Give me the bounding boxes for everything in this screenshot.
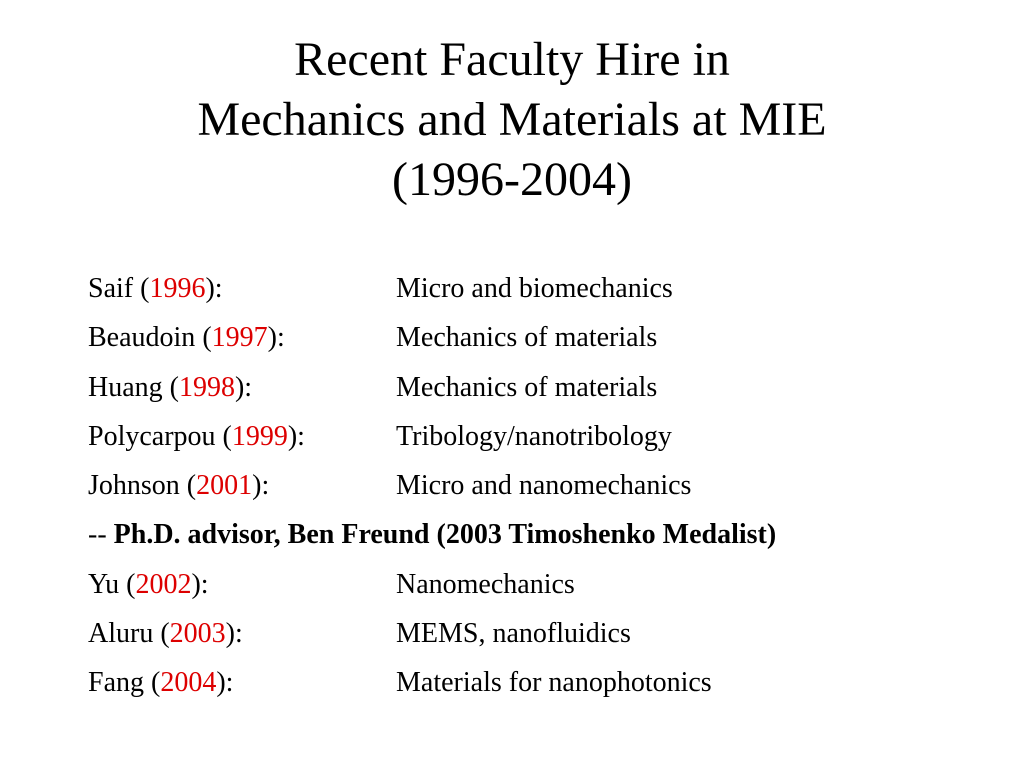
faculty-name-year: Beaudoin (1997): bbox=[88, 322, 285, 354]
research-field: Tribology/nanotribology bbox=[396, 420, 672, 452]
faculty-hire-list bbox=[88, 264, 988, 708]
advisor-note-prefix: -- bbox=[88, 519, 107, 551]
faculty-name: Yu bbox=[88, 568, 120, 600]
advisor-note bbox=[88, 510, 988, 559]
slide-title-line-1: Recent Faculty Hire in bbox=[294, 33, 730, 86]
research-field: Mechanics of materials bbox=[396, 371, 658, 403]
faculty-hire-row bbox=[88, 363, 988, 412]
slide-title-line-3: (1996-2004) bbox=[392, 153, 632, 206]
hire-year: 1997 bbox=[211, 322, 268, 354]
faculty-hire-row bbox=[88, 658, 988, 707]
research-field: MEMS, nanofluidics bbox=[396, 618, 631, 650]
faculty-hire-row bbox=[88, 609, 988, 658]
slide-title bbox=[0, 30, 1024, 210]
faculty-name: Aluru bbox=[88, 618, 154, 650]
research-field: Mechanics of materials bbox=[396, 322, 658, 354]
faculty-name-year: Polycarpou (1999): bbox=[88, 420, 305, 452]
faculty-name: Saif bbox=[88, 273, 134, 304]
faculty-name: Fang bbox=[88, 667, 144, 699]
faculty-hire-row bbox=[88, 560, 988, 609]
faculty-name-year: Saif (1996): bbox=[88, 273, 223, 304]
advisor-note-detail: Ph.D. advisor, Ben Freund (2003 Timoshenko Medalist) bbox=[113, 519, 777, 551]
faculty-hire-row bbox=[88, 412, 988, 461]
faculty-name-year: Johnson (2001): bbox=[88, 470, 270, 502]
hire-year: 2001 bbox=[196, 470, 253, 502]
faculty-hire-row bbox=[88, 461, 988, 510]
faculty-hire-row bbox=[88, 313, 988, 362]
faculty-name-year: Huang (1998): bbox=[88, 371, 253, 403]
research-field: Micro and nanomechanics bbox=[396, 470, 692, 502]
research-field: Micro and biomechanics bbox=[396, 273, 673, 304]
hire-year: 2003 bbox=[169, 618, 226, 650]
faculty-name: Johnson bbox=[88, 470, 180, 502]
hire-year: 2002 bbox=[135, 568, 192, 600]
faculty-hire-row bbox=[88, 264, 988, 313]
faculty-name-year: Fang (2004): bbox=[88, 667, 234, 699]
hire-year: 1996 bbox=[149, 273, 206, 304]
hire-year: 2004 bbox=[160, 667, 217, 699]
advisor-note-text bbox=[88, 510, 776, 559]
faculty-name-year: Yu (2002): bbox=[88, 568, 209, 600]
research-field: Nanomechanics bbox=[396, 568, 575, 600]
research-field: Materials for nanophotonics bbox=[396, 667, 712, 699]
slide-title-line-2: Mechanics and Materials at MIE bbox=[197, 93, 827, 146]
faculty-name: Beaudoin bbox=[88, 322, 196, 354]
hire-year: 1999 bbox=[231, 420, 288, 452]
faculty-name: Polycarpou bbox=[88, 420, 216, 452]
faculty-name: Huang bbox=[88, 371, 163, 403]
faculty-name-year: Aluru (2003): bbox=[88, 618, 243, 650]
hire-year: 1998 bbox=[178, 371, 235, 403]
